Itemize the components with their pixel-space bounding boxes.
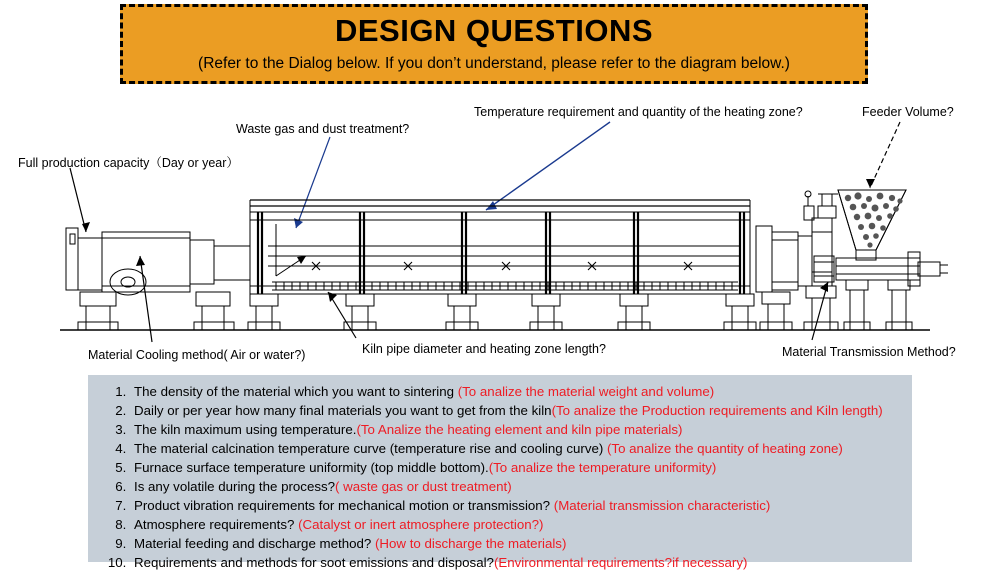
callout-kiln-pipe-diameter: Kiln pipe diameter and heating zone length? (362, 342, 606, 356)
question-text: The material calcination temperature curve (temperature rise and cooling curve) (134, 441, 607, 456)
list-item (130, 459, 898, 478)
question-note: (To analize the quantity of heating zone) (607, 441, 843, 456)
callout-material-cooling: Material Cooling method( Air or water?) (88, 348, 306, 362)
list-item (130, 554, 898, 573)
list-item (130, 383, 898, 402)
list-item (130, 535, 898, 554)
callout-feeder-volume: Feeder Volume? (862, 105, 954, 119)
question-text: The density of the material which you want to sintering (134, 384, 458, 399)
question-note: (To analize the material weight and volume) (457, 384, 715, 399)
question-note: (Catalyst or inert atmosphere protection?) (298, 517, 544, 532)
questions-list (106, 383, 898, 573)
question-text: Atmosphere requirements? (134, 517, 299, 532)
question-text: Material feeding and discharge method? (134, 536, 375, 551)
list-item (130, 516, 898, 535)
question-note: (How to discharge the materials) (374, 536, 567, 551)
callout-waste-gas-dust: Waste gas and dust treatment? (236, 122, 410, 136)
question-note: (Environmental requirements?if necessary) (493, 555, 748, 570)
question-text: Daily or per year how many final materials you want to get from the kiln (134, 403, 552, 418)
callout-material-transmission: Material Transmission Method? (782, 345, 956, 359)
question-text: Furnace surface temperature uniformity (top middle bottom). (134, 460, 489, 475)
list-item (130, 478, 898, 497)
question-note: (To analize the temperature uniformity) (488, 460, 717, 475)
list-item (130, 421, 898, 440)
question-note: (To Analize the heating element and kiln pipe materials) (356, 422, 683, 437)
list-item (130, 440, 898, 459)
question-text: Product vibration requirements for mechanical motion or transmission? (134, 498, 554, 513)
question-note: (Material transmission characteristic) (553, 498, 771, 513)
list-item (130, 497, 898, 516)
design-questions-panel (88, 375, 912, 570)
question-text: The kiln maximum using temperature. (134, 422, 357, 437)
banner-title: DESIGN QUESTIONS (334, 13, 654, 49)
question-text: Requirements and methods for soot emissions and disposal? (134, 555, 494, 570)
callout-full-production-capacity: Full production capacity（Day or year） (18, 156, 239, 170)
callout-temperature-requirement: Temperature requirement and quantity of the heating zone? (474, 105, 803, 119)
list-item (130, 402, 898, 421)
question-note: ( waste gas or dust treatment) (335, 479, 512, 494)
question-note: (To analize the Production requirements and Kiln length) (551, 403, 883, 418)
question-text: Is any volatile during the process? (134, 479, 336, 494)
banner-subtitle: (Refer to the Dialog below. If you don’t understand, please refer to the diagram below.) (198, 54, 790, 72)
